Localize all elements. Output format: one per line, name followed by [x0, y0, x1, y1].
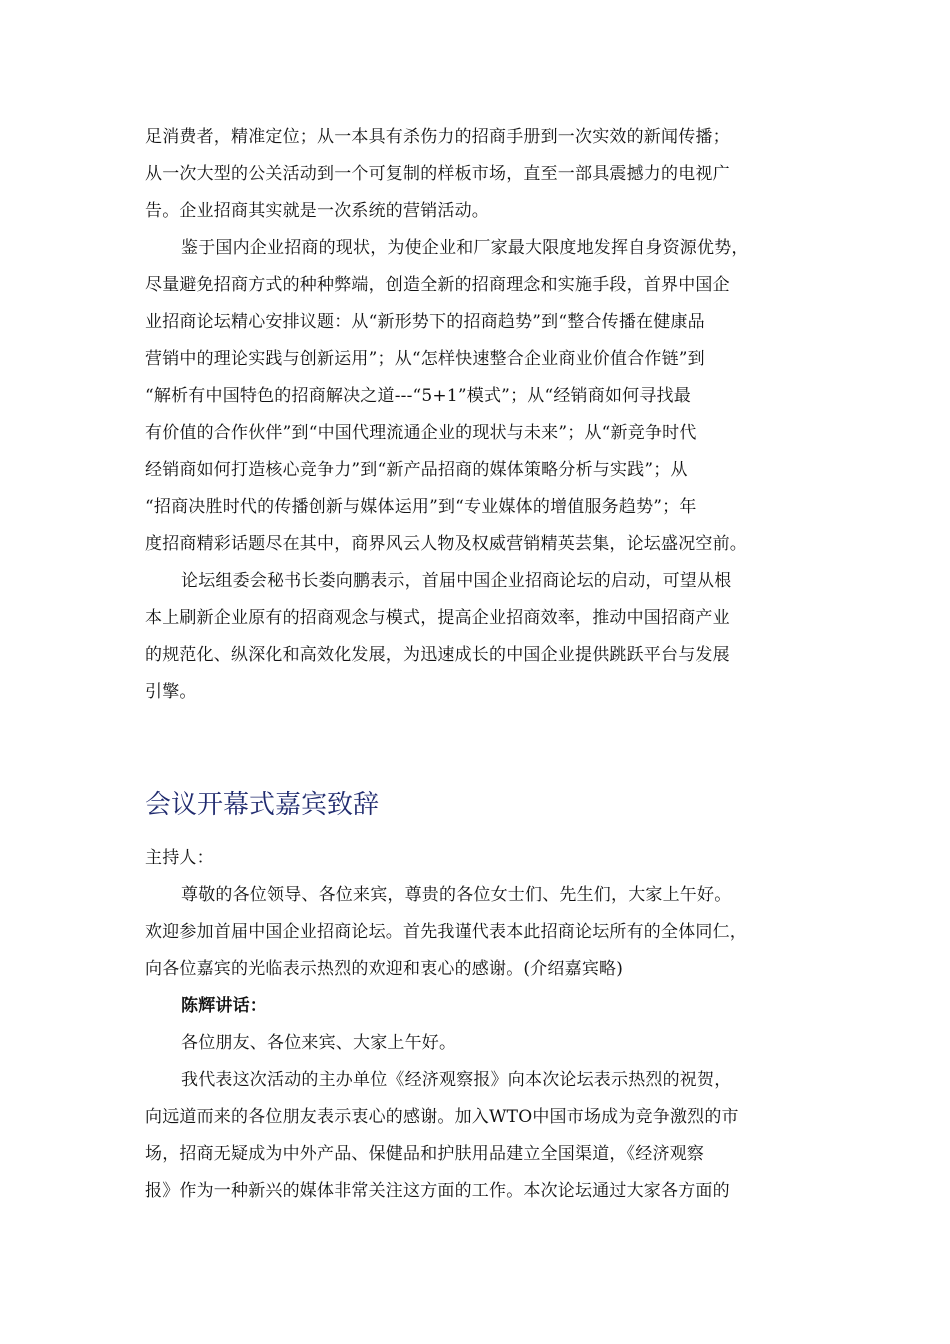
text-line: “解析有中国特色的招商解决之道---“5+1”模式”；从“经销商如何寻找最: [145, 386, 691, 406]
section-heading: 会议开幕式嘉宾致辞: [145, 790, 380, 820]
text-line: 论坛组委会秘书长娄向鹏表示，首届中国企业招商论坛的启动，可望从根: [181, 571, 732, 591]
text-line: 有价值的合作伙伴”到“中国代理流通企业的现状与未来”；从“新竞争时代: [145, 423, 697, 443]
text-line: 营销中的理论实践与创新运用”；从“怎样快速整合企业商业价值合作链”到: [145, 349, 705, 369]
body-text-section-1: [145, 119, 815, 711]
text-line: 引擎。: [145, 682, 197, 702]
text-line: 足消费者，精准定位；从一本具有杀伤力的招商手册到一次实效的新闻传播；: [145, 127, 730, 147]
text-line: 经销商如何打造核心竞争力”到“新产品招商的媒体策略分析与实践”；从: [145, 460, 688, 480]
text-line: “招商决胜时代的传播创新与媒体运用”到“专业媒体的增值服务趋势”；年: [145, 497, 697, 517]
text-line: 鉴于国内企业招商的现状，为使企业和厂家最大限度地发挥自身资源优势，: [181, 238, 749, 258]
text-line: 尊敬的各位领导、各位来宾，尊贵的各位女士们、先生们，大家上午好。: [181, 885, 732, 905]
text-line: 场，招商无疑成为中外产品、保健品和护肤用品建立全国渠道，《经济观察: [145, 1144, 705, 1164]
host-label: 主持人：: [145, 848, 214, 868]
text-line: 的规范化、纵深化和高效化发展，为迅速成长的中国企业提供跳跃平台与发展: [145, 645, 730, 665]
text-line: 我代表这次活动的主办单位《经济观察报》向本次论坛表示热烈的祝贺，: [181, 1070, 732, 1090]
text-line: 报》作为一种新兴的媒体非常关注这方面的工作。本次论坛通过大家各方面的: [145, 1181, 730, 1201]
text-line: 从一次大型的公关活动到一个可复制的样板市场，直至一部具震撼力的电视广: [145, 164, 730, 184]
text-line: 尽量避免招商方式的种种弊端，创造全新的招商理念和实施手段，首界中国企: [145, 275, 730, 295]
speaker-label: 陈辉讲话：: [181, 996, 267, 1016]
body-text-section-2: [145, 840, 815, 1210]
text-line: 业招商论坛精心安排议题：从“新形势下的招商趋势”到“整合传播在健康品: [145, 312, 705, 332]
text-line: 告。企业招商其实就是一次系统的营销活动。: [145, 201, 489, 221]
text-line: 欢迎参加首届中国企业招商论坛。首先我谨代表本此招商论坛所有的全体同仁，: [145, 922, 747, 942]
text-line: 度招商精彩话题尽在其中，商界风云人物及权威营销精英芸集，论坛盛况空前。: [145, 534, 747, 554]
text-line: 各位朋友、各位来宾、大家上午好。: [181, 1033, 457, 1053]
text-line: 向远道而来的各位朋友表示衷心的感谢。加入WTO中国市场成为竞争激烈的市: [145, 1107, 739, 1127]
text-line: 向各位嘉宾的光临表示热烈的欢迎和衷心的感谢。(介绍嘉宾略): [145, 959, 624, 979]
text-line: 本上刷新企业原有的招商观念与模式，提高企业招商效率，推动中国招商产业: [145, 608, 730, 628]
